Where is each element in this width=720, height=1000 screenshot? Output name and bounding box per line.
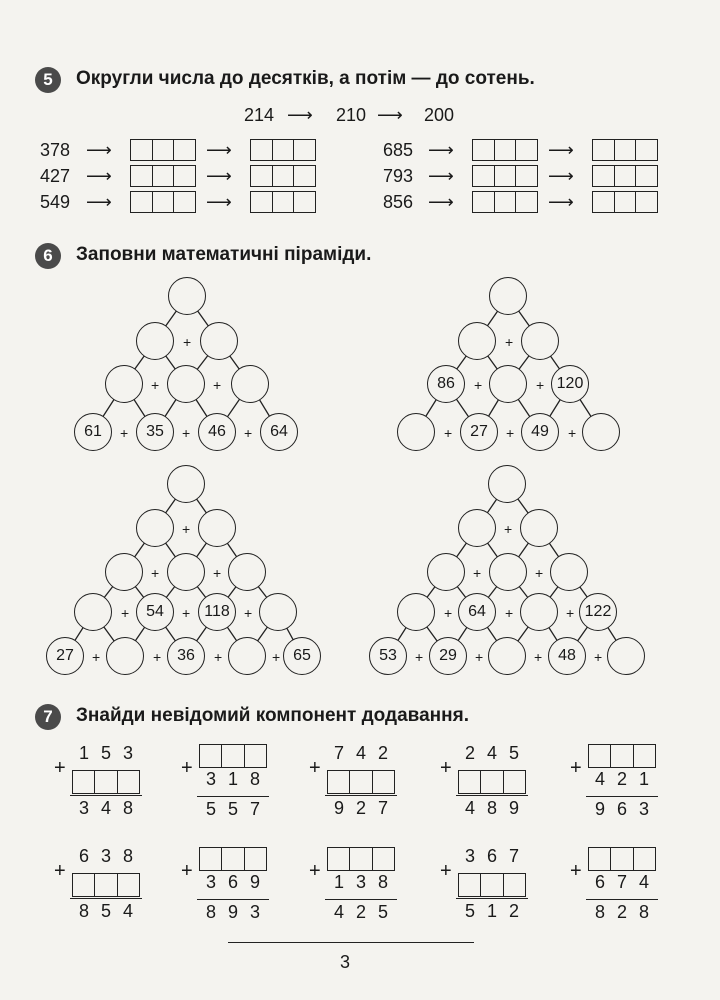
- plus-sign: +: [182, 425, 191, 441]
- pyramid-cell[interactable]: [488, 465, 526, 503]
- pyramid-cell: 36: [167, 637, 205, 675]
- arrow-icon: ⟶: [206, 192, 232, 212]
- plus-sign: +: [415, 649, 424, 665]
- digit: 9: [227, 902, 238, 922]
- pyramid-cell: 61: [74, 413, 112, 451]
- plus-sign: +: [309, 860, 321, 882]
- plus-sign: +: [444, 605, 453, 621]
- digit: 1: [78, 743, 89, 763]
- digit: 4: [486, 743, 497, 763]
- arrow-icon: ⟶: [206, 166, 232, 186]
- plus-sign: +: [272, 649, 281, 665]
- pyramid-cell[interactable]: [167, 365, 205, 403]
- pyramid-cell: 86: [427, 365, 465, 403]
- pyramid-cell[interactable]: [520, 593, 558, 631]
- pyramid-cell[interactable]: [231, 365, 269, 403]
- plus-sign: +: [54, 860, 66, 882]
- digit: 9: [333, 798, 344, 818]
- pyramid-cell[interactable]: [489, 365, 527, 403]
- pyramid-cell[interactable]: [136, 322, 174, 360]
- pyramid-cell: 49: [521, 413, 559, 451]
- digit: 1: [486, 901, 497, 921]
- digit: 3: [78, 798, 89, 818]
- digit: 3: [464, 846, 475, 866]
- pyramid-cell[interactable]: [168, 277, 206, 315]
- arrow-icon: ⟶: [86, 140, 112, 160]
- pyramid-cell[interactable]: [228, 637, 266, 675]
- pyramid-cell: 35: [136, 413, 174, 451]
- plus-sign: +: [153, 649, 162, 665]
- round-number: 549: [40, 192, 71, 212]
- plus-sign: +: [54, 757, 66, 779]
- arrow-icon: ⟶: [548, 166, 574, 186]
- digit: 8: [638, 902, 649, 922]
- digit: 5: [464, 901, 475, 921]
- digit: 6: [594, 872, 605, 892]
- digit: 3: [205, 769, 216, 789]
- pyramid-cell: 54: [136, 593, 174, 631]
- pyramid-cell[interactable]: [200, 322, 238, 360]
- pyramid-cell[interactable]: [105, 553, 143, 591]
- pyramid-cell[interactable]: [259, 593, 297, 631]
- digit: 3: [100, 846, 111, 866]
- pyramid-cell[interactable]: [520, 509, 558, 547]
- pyramid-cell: 53: [369, 637, 407, 675]
- pyramid-cell[interactable]: [136, 509, 174, 547]
- arrow-icon: ⟶: [86, 192, 112, 212]
- digit: 5: [100, 743, 111, 763]
- plus-sign: +: [505, 334, 514, 350]
- digit: 2: [616, 902, 627, 922]
- digit: 2: [616, 769, 627, 789]
- plus-sign: +: [570, 757, 582, 779]
- round-number: 378: [40, 140, 71, 160]
- plus-sign: +: [475, 649, 484, 665]
- pyramid-cell: 118: [198, 593, 236, 631]
- digit: 4: [122, 901, 133, 921]
- plus-sign: +: [244, 605, 253, 621]
- plus-sign: +: [120, 425, 129, 441]
- pyramid-cell: 64: [260, 413, 298, 451]
- plus-sign: +: [151, 377, 160, 393]
- digit: 1: [227, 769, 238, 789]
- pyramid-cell[interactable]: [521, 322, 559, 360]
- plus-sign: +: [151, 565, 160, 581]
- plus-sign: +: [570, 860, 582, 882]
- digit: 5: [100, 901, 111, 921]
- arrow-icon: ⟶: [287, 105, 313, 125]
- pyramid-cell[interactable]: [489, 553, 527, 591]
- pyramid-cell[interactable]: [550, 553, 588, 591]
- plus-sign: +: [214, 649, 223, 665]
- digit: 4: [594, 769, 605, 789]
- plus-sign: +: [309, 757, 321, 779]
- pyramid-cell[interactable]: [198, 509, 236, 547]
- pyramid-cell[interactable]: [489, 277, 527, 315]
- pyramid-cell[interactable]: [397, 413, 435, 451]
- round-number: 856: [383, 192, 414, 212]
- task-6-title: Заповни математичні піраміди.: [76, 244, 372, 265]
- arrow-icon: ⟶: [428, 192, 454, 212]
- pyramid-cell: 65: [283, 637, 321, 675]
- plus-sign: +: [182, 521, 191, 537]
- page-number: 3: [340, 952, 351, 972]
- task-6-number: 6: [35, 243, 61, 269]
- round-number: 427: [40, 166, 71, 186]
- plus-sign: +: [92, 649, 101, 665]
- digit: 3: [355, 872, 366, 892]
- pyramid-cell[interactable]: [397, 593, 435, 631]
- plus-sign: +: [566, 605, 575, 621]
- pyramid-cell[interactable]: [488, 637, 526, 675]
- arrow-icon: ⟶: [428, 140, 454, 160]
- task-7-title: Знайди невідомий компонент додавання.: [76, 705, 469, 726]
- digit: 5: [377, 902, 388, 922]
- plus-sign: +: [535, 565, 544, 581]
- plus-sign: +: [213, 565, 222, 581]
- pyramid-cell[interactable]: [458, 322, 496, 360]
- digit: 9: [594, 799, 605, 819]
- digit: 1: [333, 872, 344, 892]
- digit: 2: [355, 798, 366, 818]
- plus-sign: +: [473, 565, 482, 581]
- digit: 7: [333, 743, 344, 763]
- digit: 8: [205, 902, 216, 922]
- plus-sign: +: [181, 757, 193, 779]
- digit: 4: [333, 902, 344, 922]
- pyramid-cell: 64: [458, 593, 496, 631]
- plus-sign: +: [444, 425, 453, 441]
- digit: 1: [638, 769, 649, 789]
- example-number-1: 214: [244, 105, 275, 125]
- digit: 6: [616, 799, 627, 819]
- pyramid-cell[interactable]: [607, 637, 645, 675]
- digit: 2: [508, 901, 519, 921]
- pyramid-cell[interactable]: [106, 637, 144, 675]
- pyramid-cell[interactable]: [582, 413, 620, 451]
- pyramid-cell: 29: [429, 637, 467, 675]
- round-number: 793: [383, 166, 414, 186]
- digit: 5: [508, 743, 519, 763]
- digit: 8: [78, 901, 89, 921]
- digit: 4: [638, 872, 649, 892]
- arrow-icon: ⟶: [86, 166, 112, 186]
- digit: 3: [638, 799, 649, 819]
- pyramid-cell[interactable]: [167, 553, 205, 591]
- digit: 3: [249, 902, 260, 922]
- arrow-icon: ⟶: [548, 140, 574, 160]
- task-5-number: 5: [35, 67, 61, 93]
- example-number-2: 210: [336, 105, 367, 125]
- plus-sign: +: [505, 605, 514, 621]
- pyramid-cell[interactable]: [458, 509, 496, 547]
- digit: 8: [122, 846, 133, 866]
- arrow-icon: ⟶: [428, 166, 454, 186]
- digit: 8: [249, 769, 260, 789]
- plus-sign: +: [568, 425, 577, 441]
- digit: 8: [594, 902, 605, 922]
- task-7-number: 7: [35, 704, 61, 730]
- digit: 4: [355, 743, 366, 763]
- digit: 8: [377, 872, 388, 892]
- plus-sign: +: [213, 377, 222, 393]
- digit: 6: [486, 846, 497, 866]
- plus-sign: +: [536, 377, 545, 393]
- arrow-icon: ⟶: [377, 105, 403, 125]
- pyramid-cell: 120: [551, 365, 589, 403]
- digit: 6: [78, 846, 89, 866]
- digit: 8: [122, 798, 133, 818]
- pyramid-cell[interactable]: [105, 365, 143, 403]
- digit: 7: [377, 798, 388, 818]
- pyramid-cell: 48: [548, 637, 586, 675]
- plus-sign: +: [474, 377, 483, 393]
- pyramid-cell: 27: [460, 413, 498, 451]
- round-number: 685: [383, 140, 414, 160]
- plus-sign: +: [534, 649, 543, 665]
- pyramid-cell: 27: [46, 637, 84, 675]
- digit: 2: [464, 743, 475, 763]
- digit: 3: [205, 872, 216, 892]
- digit: 5: [205, 799, 216, 819]
- pyramid-cell: 46: [198, 413, 236, 451]
- digit: 5: [227, 799, 238, 819]
- pyramid-cell: 122: [579, 593, 617, 631]
- task-5-title: Округли числа до десятків, а потім — до сотень.: [76, 68, 535, 89]
- plus-sign: +: [121, 605, 130, 621]
- pyramid-cell[interactable]: [228, 553, 266, 591]
- plus-sign: +: [183, 334, 192, 350]
- plus-sign: +: [181, 860, 193, 882]
- arrow-icon: ⟶: [206, 140, 232, 160]
- digit: 9: [249, 872, 260, 892]
- digit: 9: [508, 798, 519, 818]
- digit: 6: [227, 872, 238, 892]
- plus-sign: +: [440, 757, 452, 779]
- plus-sign: +: [182, 605, 191, 621]
- digit: 7: [508, 846, 519, 866]
- digit: 4: [100, 798, 111, 818]
- digit: 7: [249, 799, 260, 819]
- plus-sign: +: [594, 649, 603, 665]
- plus-sign: +: [440, 860, 452, 882]
- pyramid-cell[interactable]: [167, 465, 205, 503]
- digit: 3: [122, 743, 133, 763]
- pyramid-cell[interactable]: [74, 593, 112, 631]
- plus-sign: +: [244, 425, 253, 441]
- plus-sign: +: [504, 521, 513, 537]
- digit: 2: [355, 902, 366, 922]
- example-number-3: 200: [424, 105, 455, 125]
- digit: 7: [616, 872, 627, 892]
- plus-sign: +: [506, 425, 515, 441]
- digit: 2: [377, 743, 388, 763]
- digit: 8: [486, 798, 497, 818]
- pyramid-cell[interactable]: [427, 553, 465, 591]
- arrow-icon: ⟶: [548, 192, 574, 212]
- digit: 4: [464, 798, 475, 818]
